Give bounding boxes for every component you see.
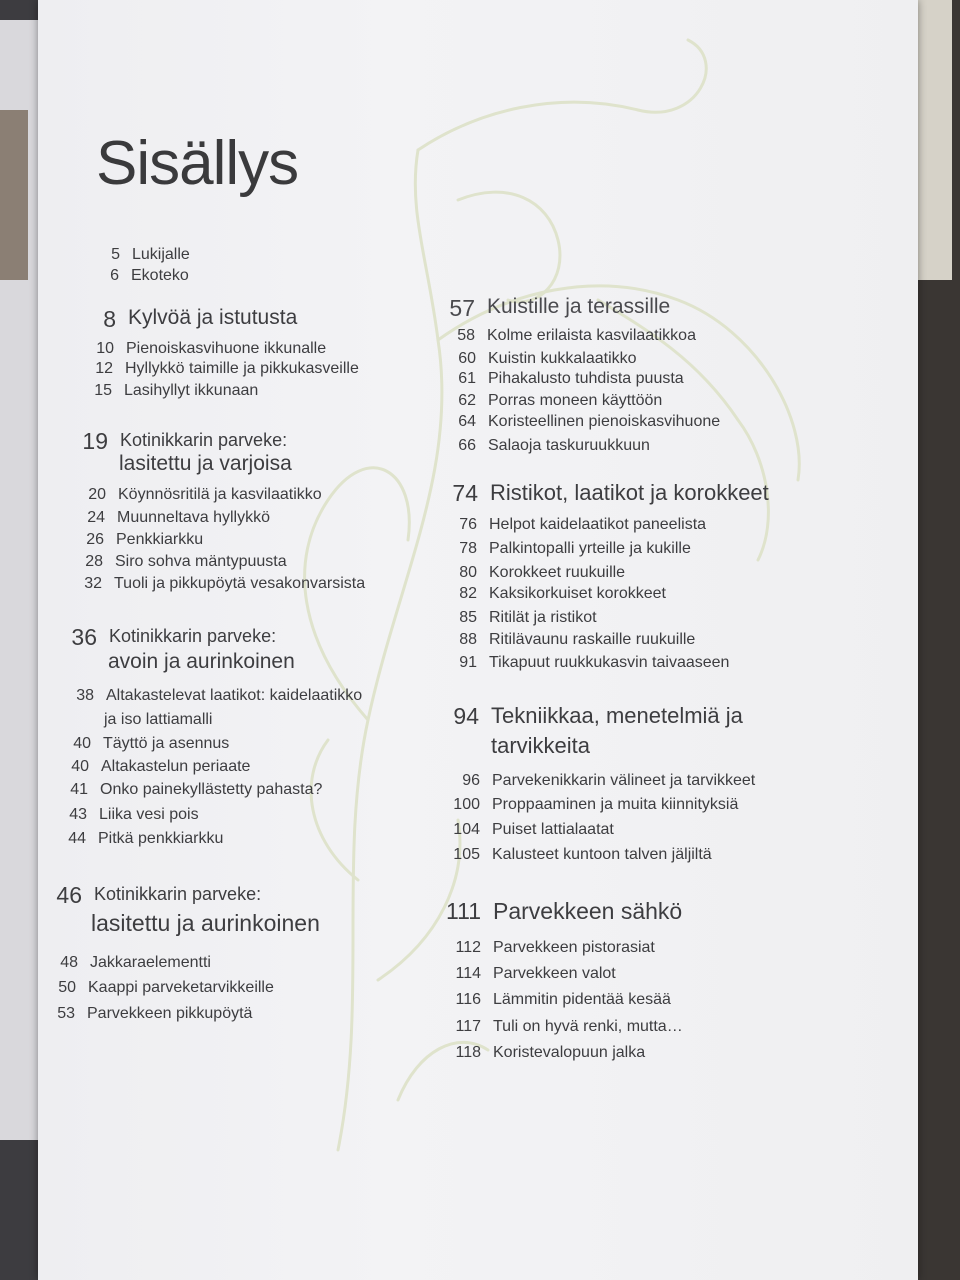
- toc-entry: [455, 965, 616, 983]
- toc-page-number: 28: [85, 553, 103, 570]
- toc-page-number: 50: [58, 979, 76, 996]
- toc-page-number: 104: [453, 821, 480, 838]
- toc-chapter-number: 8: [103, 306, 116, 332]
- toc-chapter-number: 74: [452, 480, 478, 506]
- toc-entry-title: Tuoli ja pikkupöytä vesakonvarsista: [114, 575, 366, 592]
- toc-page-number: 12: [95, 360, 113, 377]
- toc-entry: [458, 392, 663, 410]
- toc-entry-title: Tuli on hyvä renki, mutta…: [493, 1018, 683, 1035]
- toc-entry: [457, 327, 696, 345]
- toc-entry-title: Liika vesi pois: [99, 806, 199, 823]
- toc-entry-title: Jakkaraelementti: [90, 954, 211, 971]
- toc-chapter-line2: lasitettu ja aurinkoinen: [91, 910, 320, 936]
- toc-entry: [458, 437, 650, 455]
- toc-entry: [60, 954, 211, 972]
- toc-entry-title: Penkkiarkku: [116, 531, 204, 548]
- toc-entry: [68, 830, 224, 848]
- toc-entry: [458, 370, 684, 388]
- toc-page-number: 40: [73, 735, 91, 752]
- toc-entry-title: Koristeellinen pienoiskasvihuone: [488, 413, 721, 430]
- toc-entry: [85, 553, 287, 571]
- toc-entry: [95, 360, 359, 378]
- toc-chapter: [453, 703, 743, 729]
- toc-page-number: 10: [96, 340, 114, 357]
- toc-entry: [459, 609, 597, 627]
- toc-chapter-title: Kuistille ja terassille: [487, 295, 671, 318]
- toc-entry-title: Parvekkeen valot: [493, 965, 616, 982]
- toc-entry-title: Palkintopalli yrteille ja kukille: [489, 540, 691, 557]
- toc-entry-title: Pihakalusto tuhdista puusta: [488, 370, 684, 387]
- toc-chapter-title: Tekniikkaa, menetelmiä ja: [491, 703, 743, 728]
- toc-page-number: 61: [458, 370, 476, 387]
- toc-entry-title: Pienoiskasvihuone ikkunalle: [126, 340, 327, 357]
- toc-page-number: 60: [458, 350, 476, 367]
- toc-entry: [71, 758, 251, 776]
- toc-chapter-number: 19: [82, 428, 108, 454]
- toc-page-number: 32: [84, 575, 102, 592]
- toc-page-number: 91: [459, 654, 477, 671]
- toc-entry: [111, 246, 190, 264]
- book-page: [38, 0, 918, 1280]
- toc-entry-title: Hyllykkö taimille ja pikkukasveille: [125, 360, 359, 377]
- toc-entry: [459, 516, 707, 534]
- toc-page-number: 26: [86, 531, 104, 548]
- toc-entry: [455, 1044, 646, 1062]
- toc-entry-title: Lämmitin pidentää kesää: [493, 991, 671, 1008]
- toc-entry-title: Kolme erilaista kasvilaatikkoa: [487, 327, 696, 344]
- toc-entry-title: Koristevalopuun jalka: [493, 1044, 646, 1061]
- toc-chapter-title: Kotinikkarin parveke:: [120, 430, 288, 450]
- toc-entry-title: Altakastelevat laatikot: kaidelaatikko: [106, 687, 363, 704]
- toc-entry-title: Täyttö ja asennus: [103, 735, 230, 752]
- toc-page-number: 64: [458, 413, 476, 430]
- toc-page-number: 48: [60, 954, 78, 971]
- page-title: Sisällys: [96, 129, 299, 198]
- toc-page-number: 116: [455, 991, 481, 1008]
- toc-chapter: [446, 898, 683, 925]
- toc-entry: [462, 772, 756, 790]
- toc-entry-title: Ritilävaunu raskaille ruukuille: [489, 631, 696, 648]
- toc-entry: [455, 1018, 683, 1036]
- toc-page-number: 112: [455, 939, 481, 956]
- toc-entry: [459, 540, 691, 558]
- toc-chapter-title: Parvekkeen sähkö: [493, 898, 683, 924]
- toc-entry: [87, 509, 270, 527]
- toc-page-number: 66: [458, 437, 476, 454]
- toc-page-number: 43: [69, 806, 87, 823]
- toc-entry-title: Lasihyllyt ikkunaan: [124, 382, 259, 399]
- toc-chapter-line2: avoin ja aurinkoinen: [108, 650, 295, 673]
- toc-entry: [88, 486, 322, 504]
- toc-page-number: 88: [459, 631, 477, 648]
- toc-page-number: 82: [459, 585, 477, 602]
- toc-page-number: 6: [110, 267, 119, 284]
- toc-entry-title: Pitkä penkkiarkku: [98, 830, 224, 847]
- toc-chapter-number: 111: [446, 898, 481, 924]
- toc-entry-title: Korokkeet ruukuille: [489, 564, 626, 581]
- toc-entry: [84, 575, 366, 593]
- toc-entry: [94, 382, 259, 400]
- toc-entry: [458, 350, 637, 368]
- toc-page-number: 38: [76, 687, 94, 704]
- toc-page-number: 96: [462, 772, 480, 789]
- toc-entry-line2: ja iso lattiamalli: [104, 711, 213, 728]
- toc-entry: [455, 939, 655, 957]
- toc-entry: [96, 340, 327, 358]
- toc-page-number: 24: [87, 509, 105, 526]
- toc-entry-title: Muunneltava hyllykkö: [117, 509, 270, 526]
- toc-chapter: [82, 428, 288, 454]
- toc-chapter-title: Kotinikkarin parveke:: [109, 626, 277, 646]
- toc-entry-title: Onko painekyllästetty pahasta?: [100, 781, 323, 798]
- toc-entry-title: Porras moneen käyttöön: [488, 392, 663, 409]
- toc-entry: [459, 564, 626, 582]
- toc-entry-title: Parvekkeen pistorasiat: [493, 939, 655, 956]
- toc-entry-title: Altakastelun periaate: [101, 758, 251, 775]
- toc-entry-title: Kalusteet kuntoon talven jäljiltä: [492, 846, 712, 863]
- toc-page-number: 117: [455, 1018, 481, 1035]
- toc-entry-title: Ritilät ja ristikot: [489, 609, 597, 626]
- toc-entry: [459, 585, 666, 603]
- toc-page-number: 40: [71, 758, 89, 775]
- toc-page-number: 15: [94, 382, 112, 399]
- toc-page-number: 44: [68, 830, 86, 847]
- toc-chapter-number: 94: [453, 703, 479, 729]
- toc-entry-title: Kaappi parveketarvikkeille: [88, 979, 274, 996]
- toc-entry: [57, 1005, 253, 1023]
- toc-page-number: 105: [453, 846, 480, 863]
- toc-page-number: 58: [457, 327, 475, 344]
- toc-entry-title: Tikapuut ruukkukasvin taivaaseen: [489, 654, 730, 671]
- toc-entry-title: Köynnösritilä ja kasvilaatikko: [118, 486, 322, 503]
- toc-entry: [70, 781, 323, 799]
- toc-chapter: [56, 882, 262, 908]
- toc-entry: [73, 735, 230, 753]
- toc-entry: [453, 796, 739, 814]
- toc-entry: [459, 654, 730, 672]
- toc-entry-title: Helpot kaidelaatikot paneelista: [489, 516, 707, 533]
- toc-entry: [69, 806, 199, 824]
- toc-entry: [459, 631, 696, 649]
- toc-page-number: 85: [459, 609, 477, 626]
- toc-page-number: 100: [453, 796, 480, 813]
- toc-page-number: 41: [70, 781, 88, 798]
- toc-entry: [453, 821, 614, 839]
- toc-entry: [86, 531, 204, 549]
- toc-page-number: 114: [455, 965, 481, 982]
- toc-chapter-title: Ristikot, laatikot ja korokkeet: [490, 480, 769, 505]
- toc-entry: [453, 846, 712, 864]
- toc-entry: [58, 979, 274, 997]
- toc-entry-title: Puiset lattialaatat: [492, 821, 614, 838]
- toc-page-number: 118: [455, 1044, 481, 1061]
- toc-chapter-title: Kotinikkarin parveke:: [94, 884, 262, 904]
- toc-entry-title: Parvekkeen pikkupöytä: [87, 1005, 253, 1022]
- toc-page-number: 20: [88, 486, 106, 503]
- toc-page-number: 76: [459, 516, 477, 533]
- toc-chapter: [449, 295, 671, 321]
- toc-entry: [458, 413, 721, 431]
- toc-entry: [76, 687, 363, 705]
- toc-entry-title: Parvekenikkarin välineet ja tarvikkeet: [492, 772, 756, 789]
- toc-entry-title: Kaksikorkuiset korokkeet: [489, 585, 666, 602]
- toc-chapter-number: 36: [71, 624, 97, 650]
- toc-page-number: 53: [57, 1005, 75, 1022]
- toc-page-number: 80: [459, 564, 477, 581]
- toc-chapter-number: 46: [56, 882, 82, 908]
- toc-chapter-line2: tarvikkeita: [491, 733, 591, 758]
- toc-entry: [455, 991, 671, 1009]
- toc-entry: [110, 267, 189, 285]
- toc-page-number: 78: [459, 540, 477, 557]
- toc-chapter-line2: lasitettu ja varjoisa: [119, 452, 292, 475]
- toc-chapter: [452, 480, 769, 506]
- toc-entry-title: Kuistin kukkalaatikko: [488, 350, 637, 367]
- toc-chapter-number: 57: [449, 295, 475, 321]
- toc-chapter-title: Kylvöä ja istutusta: [128, 306, 298, 329]
- toc-entry-title: Salaoja taskuruukkuun: [488, 437, 650, 454]
- toc-entry-title: Ekoteko: [131, 267, 189, 284]
- toc-entry-title: Proppaaminen ja muita kiinnityksiä: [492, 796, 739, 813]
- toc-chapter: [71, 624, 277, 650]
- toc-entry-title: Lukijalle: [132, 246, 190, 263]
- toc-page-number: 62: [458, 392, 476, 409]
- toc-chapter: [103, 306, 298, 332]
- toc-entry-title: Siro sohva mäntypuusta: [115, 553, 287, 570]
- toc-page-number: 5: [111, 246, 120, 263]
- previous-page-photo: [0, 110, 28, 280]
